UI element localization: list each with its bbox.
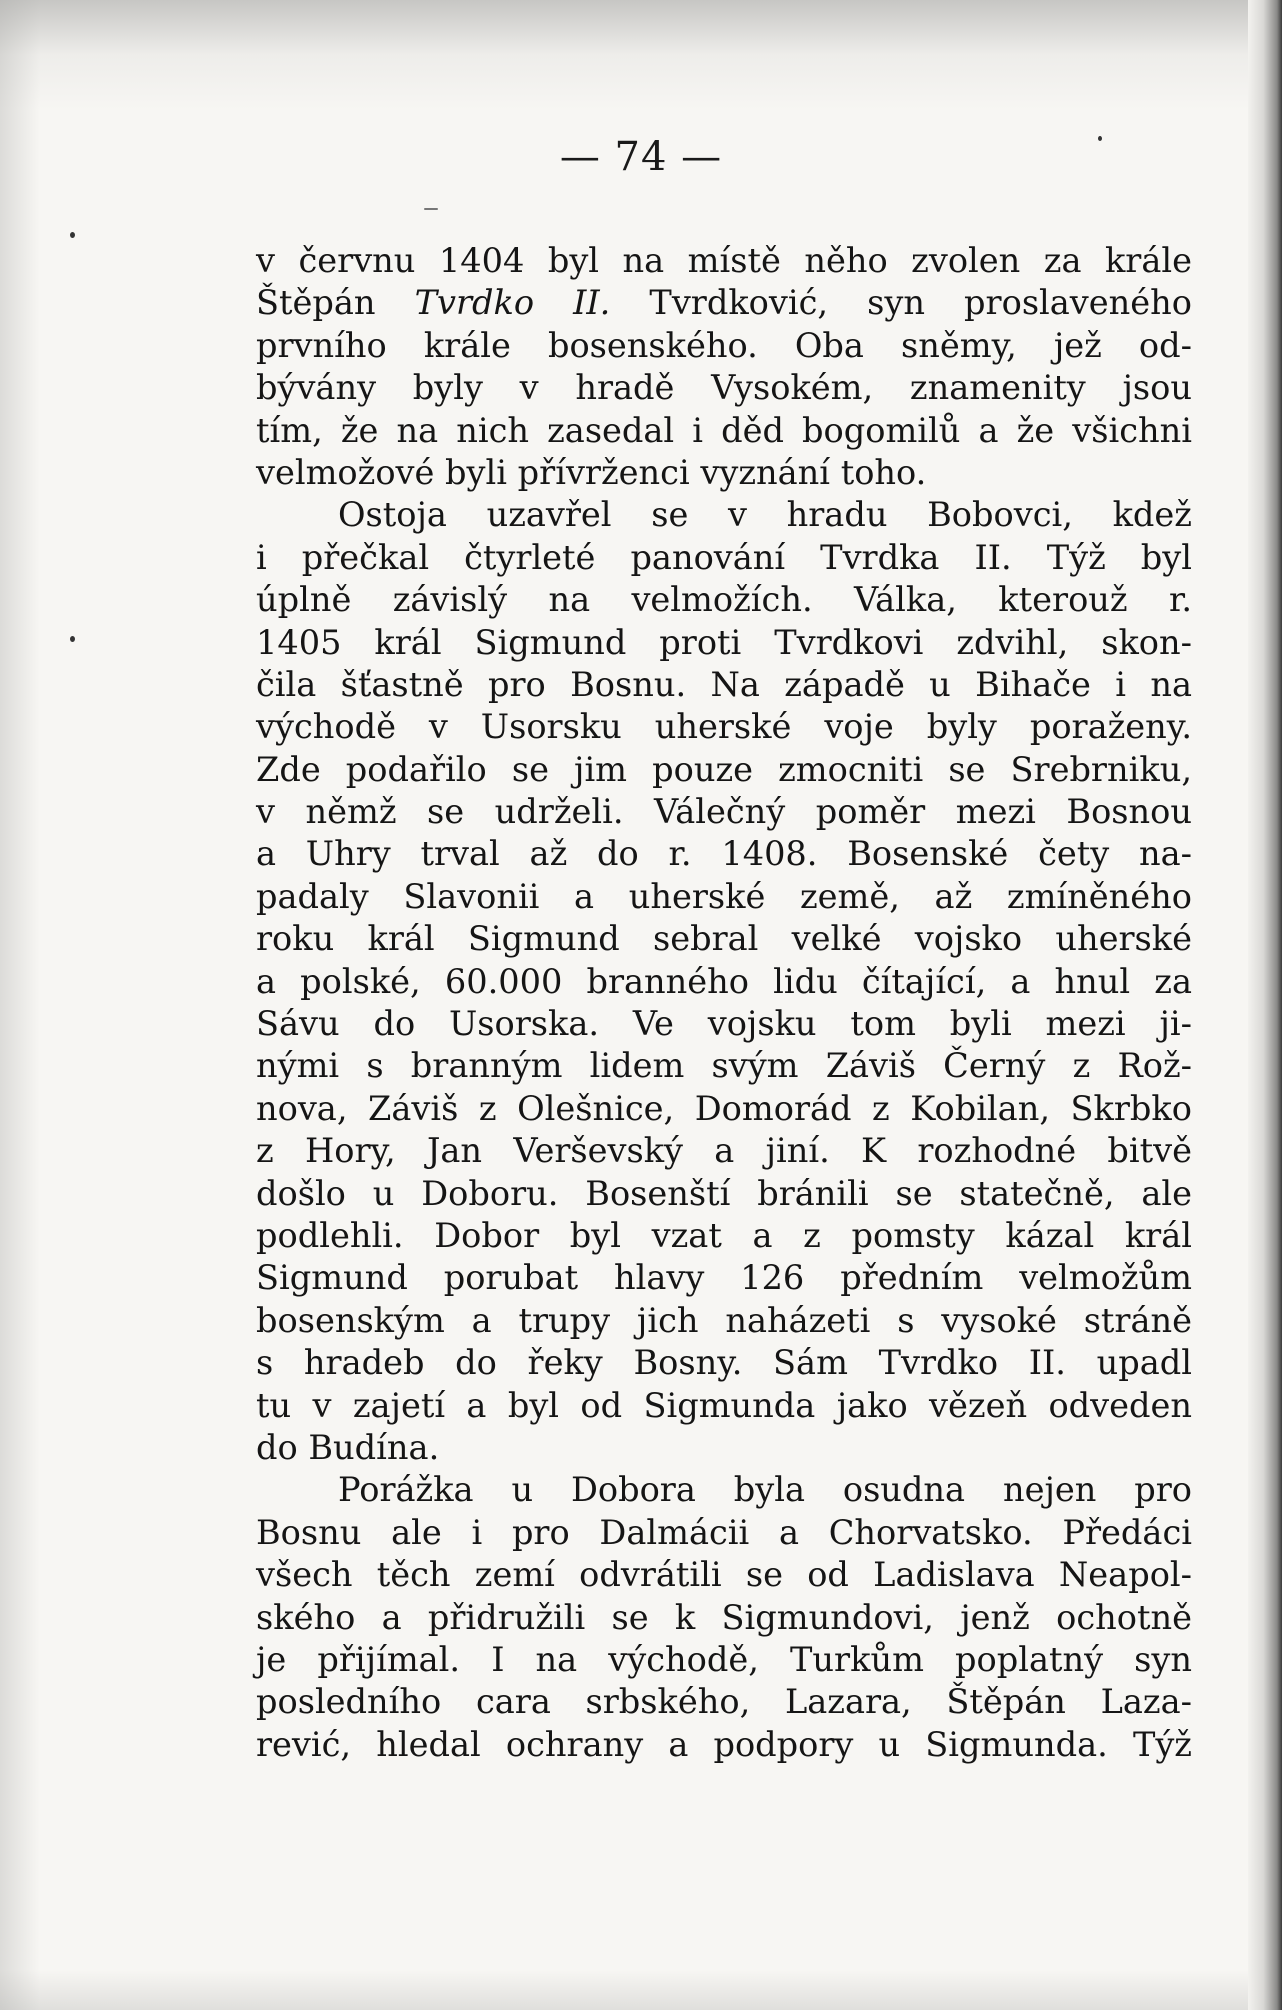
text-line: došlo u Doboru. Bosenští bránili se statečně, ale — [256, 1173, 1192, 1213]
ink-speck — [424, 208, 438, 210]
text-run: Tvrdković, syn proslaveného — [610, 283, 1192, 323]
page-top-shadow — [0, 0, 1282, 110]
body-text — [256, 240, 1192, 1766]
text-line: tu v zajetí a byl od Sigmunda jako vězeň odveden — [256, 1385, 1192, 1425]
page-left-shadow — [0, 0, 40, 2010]
text-line: do Budína. — [256, 1427, 440, 1467]
text-line — [256, 282, 1192, 324]
italic-name: Tvrdko II. — [414, 283, 611, 323]
text-line: rević, hledal ochrany a podpory u Sigmunda. Týž — [256, 1724, 1192, 1764]
text-line: východě v Usorsku uherské voje byly poraženy. — [256, 707, 1192, 747]
text-line: nými s branným lidem svým Záviš Černý z Rož- — [256, 1046, 1192, 1086]
text-line: roku král Sigmund sebral velké vojsko uherské — [256, 919, 1192, 959]
text-line: Porážka u Dobora byla osudna nejen pro — [338, 1470, 1192, 1510]
page-bottom-shadow — [0, 1970, 1282, 2010]
text-run: Štěpán — [256, 283, 415, 323]
text-line: v červnu 1404 byl na místě něho zvolen za krále — [256, 241, 1192, 280]
text-line: podlehli. Dobor byl vzat a z pomsty kázal král — [256, 1215, 1192, 1255]
text-line: Sigmund porubat hlavy 126 předním velmožům — [256, 1258, 1192, 1298]
text-line: všech těch zemí odvrátili se od Ladislava Neapol- — [256, 1555, 1192, 1595]
text-line: tím, že na nich zasedal i děd bogomilů a že všichni — [256, 410, 1192, 450]
text-line: prvního krále bosenského. Oba sněmy, jež od- — [256, 325, 1192, 365]
text-line: z Hory, Jan Verševský a jiní. K rozhodné bitvě — [256, 1131, 1192, 1171]
text-line: a polské, 60.000 branného lidu čítající, a hnul za — [256, 961, 1192, 1001]
text-line: i přečkal čtyrleté panování Tvrdka II. Týž byl — [256, 537, 1192, 577]
text-line: Sávu do Usorska. Ve vojsku tom byli mezi ji- — [256, 1004, 1192, 1044]
text-line: 1405 král Sigmund proti Tvrdkovi zdvihl, skon- — [256, 622, 1192, 662]
text-line: Ostoja uzavřel se v hradu Bobovci, kdež — [338, 495, 1192, 535]
text-line: Zde podařilo se jim pouze zmocniti se Srebrniku, — [256, 749, 1192, 789]
text-line: nova, Záviš z Olešnice, Domorád z Kobilan, Skrbko — [256, 1088, 1192, 1128]
text-line: velmožové byli přívrženci vyznání toho. — [256, 452, 927, 492]
text-line: čila šťastně pro Bosnu. Na západě u Bihače i na — [256, 664, 1192, 704]
text-line: úplně závislý na velmožích. Válka, kterouž r. — [256, 580, 1192, 620]
text-line: v němž se udrželi. Válečný poměr mezi Bosnou — [256, 792, 1192, 832]
page-binding-edge — [1248, 0, 1282, 2010]
text-line: bosenským a trupy jich naházeti s vysoké stráně — [256, 1300, 1192, 1340]
ink-speck — [70, 636, 75, 642]
text-line: ského a přidružili se k Sigmundovi, jenž ochotně — [256, 1597, 1192, 1637]
text-line: je přijímal. I na východě, Turkům poplatný syn — [256, 1639, 1192, 1679]
text-line: a Uhry trval až do r. 1408. Bosenské čety na- — [256, 834, 1192, 874]
page-number: — 74 — — [559, 134, 723, 180]
text-line: s hradeb do řeky Bosny. Sám Tvrdko II. upadl — [256, 1343, 1192, 1383]
text-line: padaly Slavonii a uherské země, až zmíněného — [256, 876, 1192, 916]
text-line: bývány byly v hradě Vysokém, znamenity jsou — [256, 368, 1192, 408]
text-line: posledního cara srbského, Lazara, Štěpán Laza- — [256, 1682, 1192, 1722]
text-line: Bosnu ale i pro Dalmácii a Chorvatsko. Předáci — [256, 1512, 1192, 1552]
ink-speck — [70, 232, 75, 238]
